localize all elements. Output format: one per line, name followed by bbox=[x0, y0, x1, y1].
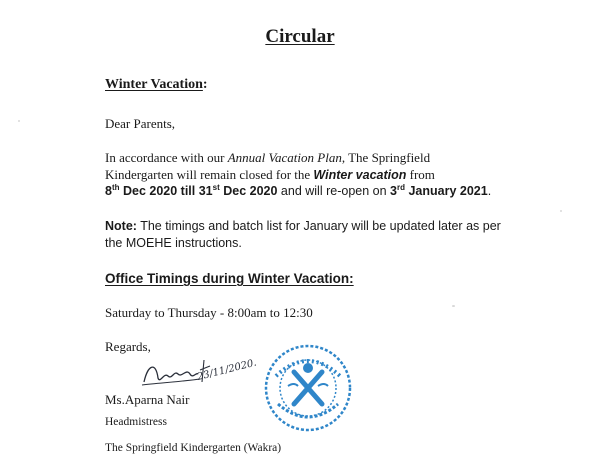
paragraph-line-1 bbox=[105, 150, 430, 166]
signatory-role: Headmistress bbox=[105, 416, 167, 428]
document-title: Circular bbox=[265, 26, 335, 47]
text-run: . bbox=[487, 184, 492, 198]
note-line-2: the MOEHE instructions. bbox=[105, 236, 242, 250]
office-timings-heading-text: Office Timings during Winter Vacation: bbox=[105, 271, 354, 286]
date-text: Dec 2020 bbox=[219, 184, 278, 198]
note-text: The timings and batch list for January will be updated later as per bbox=[136, 219, 501, 233]
date-day: 8 bbox=[105, 184, 112, 198]
note-label: Note: bbox=[105, 219, 137, 233]
text-run: In accordance with our bbox=[105, 150, 228, 165]
office-timings-heading bbox=[105, 271, 354, 286]
scan-speck bbox=[452, 305, 455, 307]
date-suffix: st bbox=[212, 182, 220, 192]
regards-line: Regards, bbox=[105, 339, 151, 354]
winter-vacation-emphasis: Winter vacation bbox=[313, 168, 407, 182]
date-suffix: th bbox=[111, 182, 120, 192]
handwritten-signature bbox=[138, 352, 258, 392]
date-text: January 2021 bbox=[404, 184, 488, 198]
date-day: 3 bbox=[390, 184, 397, 198]
text-run: and will re-open on bbox=[277, 184, 391, 198]
date-suffix: rd bbox=[396, 182, 405, 192]
paragraph-line-3 bbox=[105, 183, 491, 199]
text-run: from bbox=[406, 167, 435, 182]
note-line-1 bbox=[105, 219, 501, 233]
closure-dates bbox=[105, 184, 277, 198]
signatory-name: Ms.Aparna Nair bbox=[105, 392, 190, 407]
section-heading-text: Winter Vacation bbox=[105, 77, 203, 92]
signature-date: 23/11/2020. bbox=[196, 357, 258, 383]
text-run: , The Springfield bbox=[341, 150, 431, 165]
timings-line: Saturday to Thursday - 8:00am to 12:30 bbox=[105, 305, 313, 320]
kindergarten-seal-stamp bbox=[262, 342, 354, 434]
section-heading bbox=[105, 77, 208, 93]
reopen-date bbox=[390, 184, 488, 198]
section-heading-colon: : bbox=[202, 77, 208, 92]
scan-speck bbox=[560, 210, 562, 212]
date-text: Dec 2020 till 31 bbox=[119, 184, 213, 198]
school-name: The Springfield Kindergarten (Wakra) bbox=[105, 442, 282, 454]
vacation-plan-emphasis: Annual Vacation Plan bbox=[227, 150, 342, 165]
scan-speck bbox=[18, 120, 20, 122]
text-run: Kindergarten will remain closed for the bbox=[105, 167, 314, 182]
paragraph-line-2 bbox=[105, 167, 435, 183]
salutation: Dear Parents, bbox=[105, 116, 176, 131]
